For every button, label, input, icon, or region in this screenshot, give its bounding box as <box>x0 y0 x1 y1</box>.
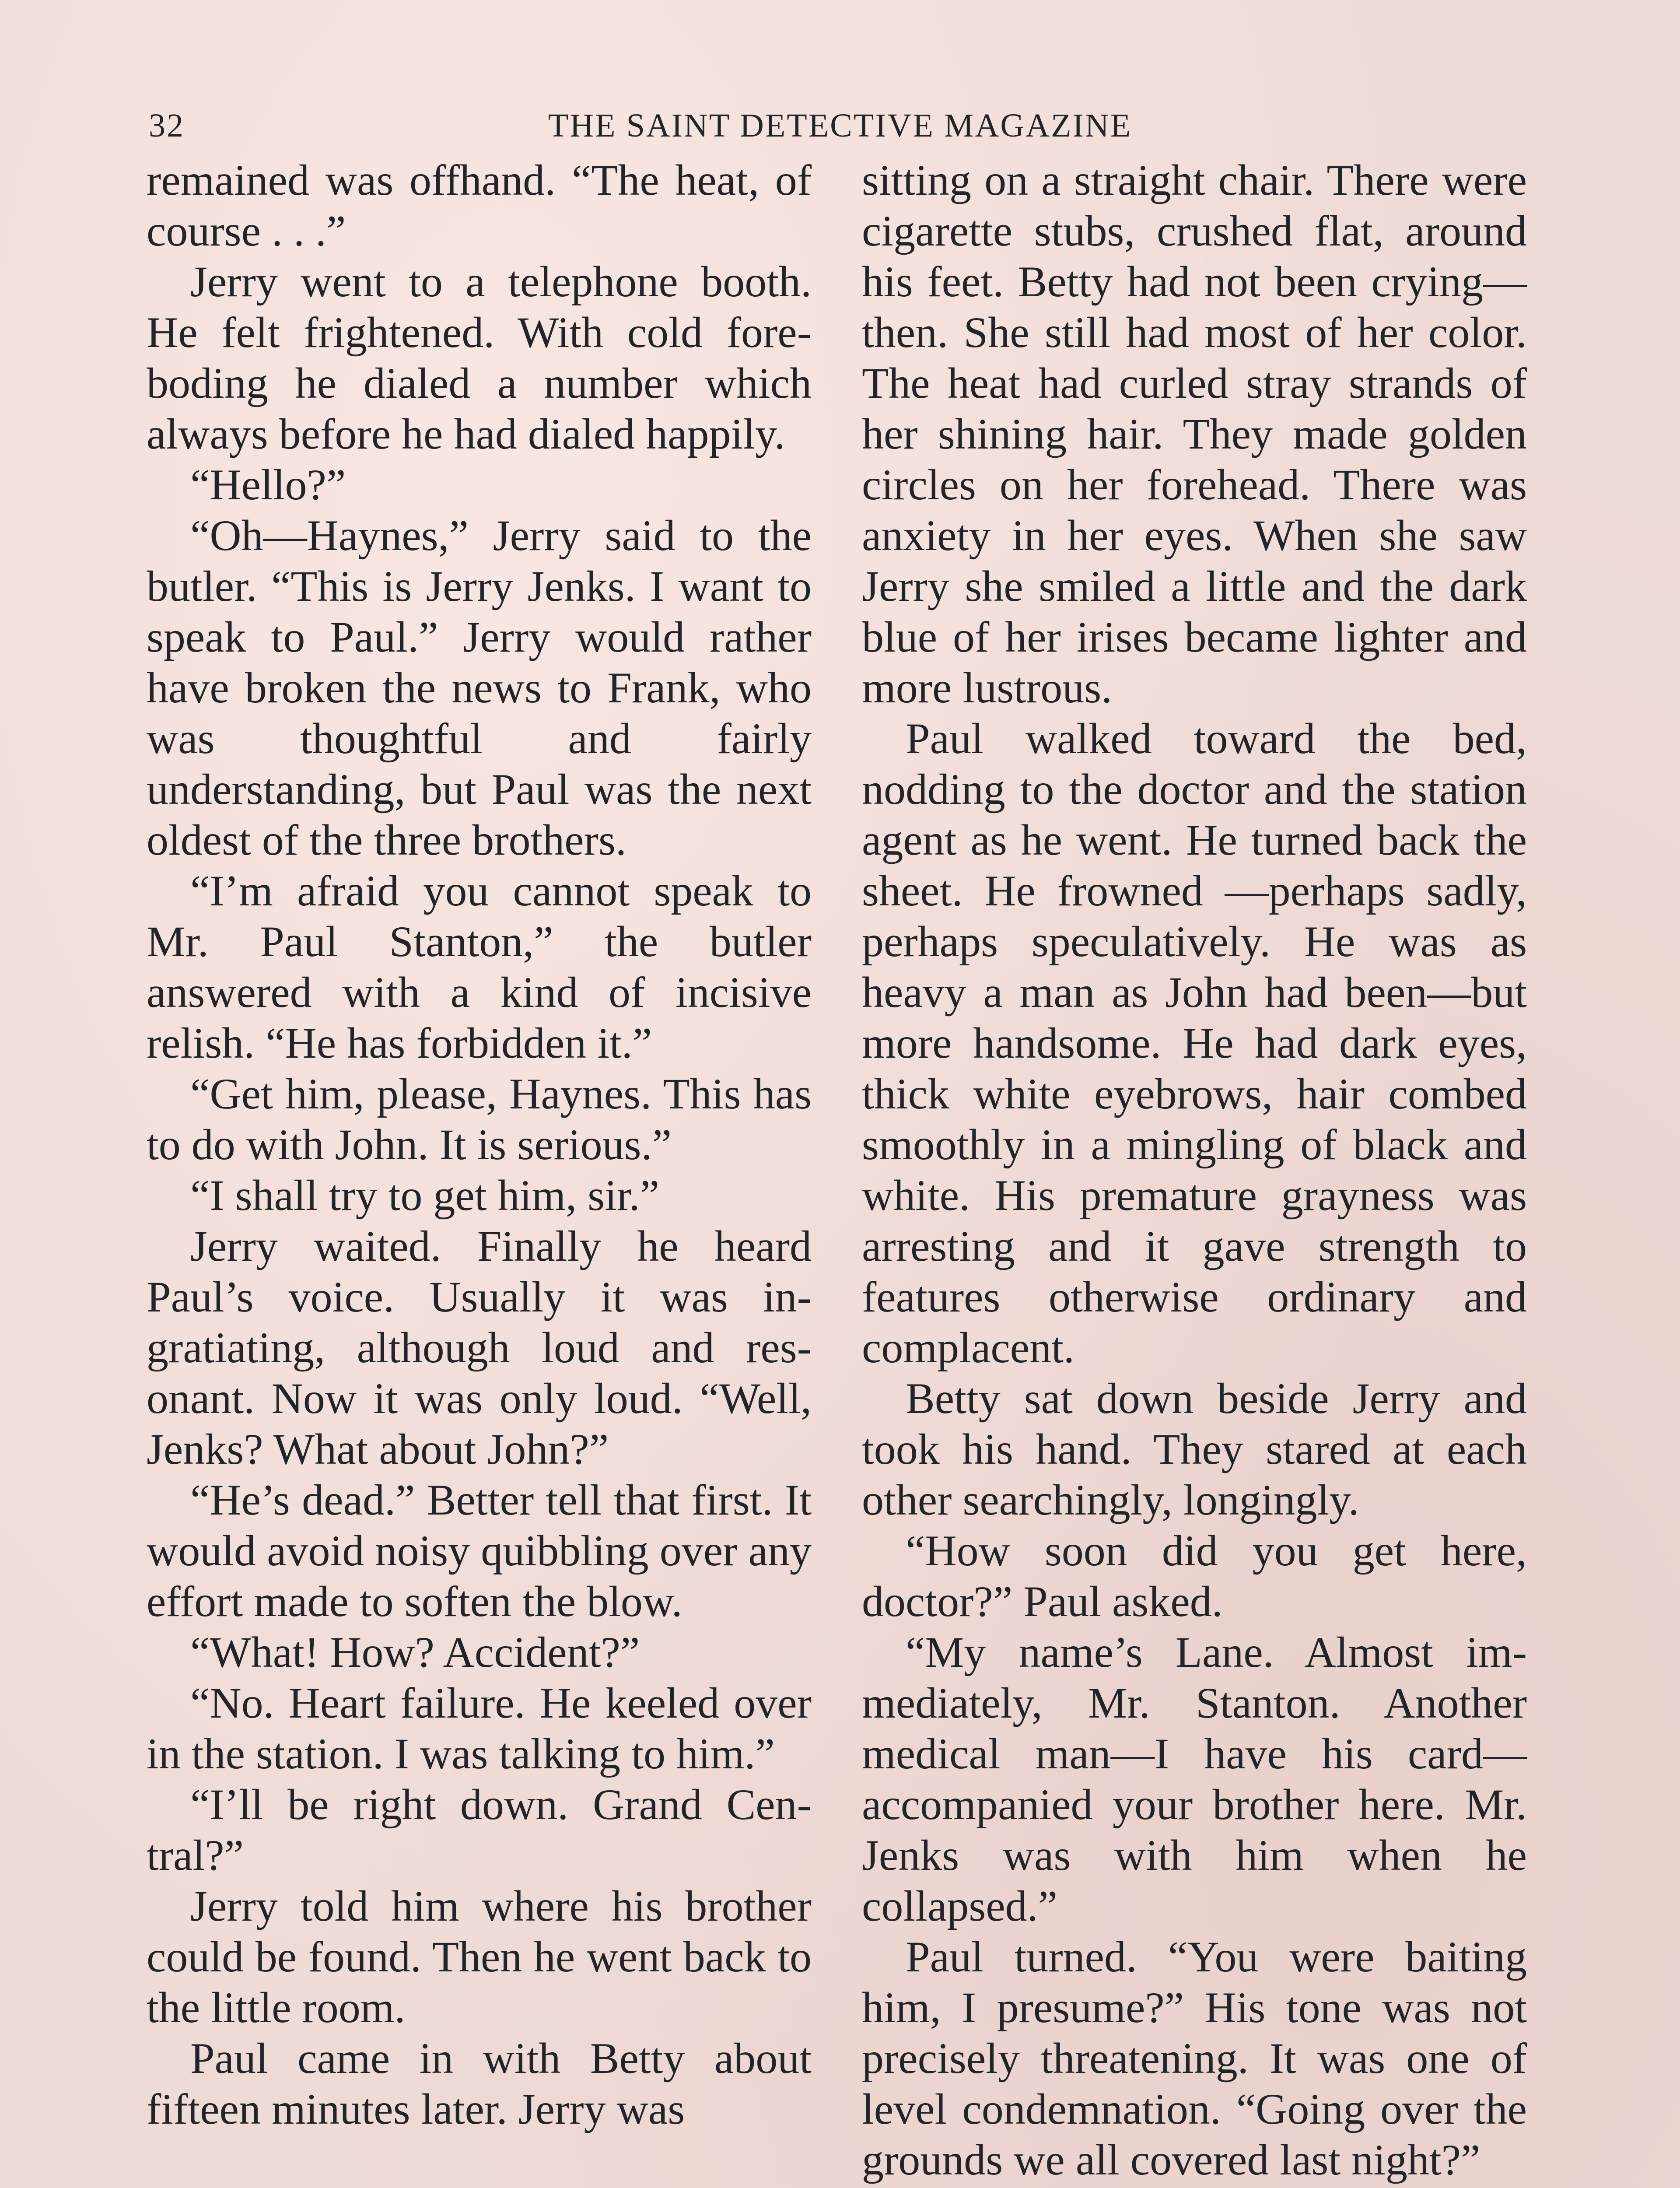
paragraph: “I’ll be right down. Grand Central?” <box>147 1780 812 1879</box>
paragraph: “Hello?” <box>190 460 346 509</box>
paragraph: “My name’s Lane. Almost immediately, Mr. Stanton. Another medical man—I have his card—accompanied your brother here. Mr. Jenks was with him when he collapsed.” <box>862 1628 1527 1930</box>
paragraph: Paul came in with Betty about fifteen minutes later. Jerry was <box>147 2034 812 2133</box>
left-column <box>147 155 812 2135</box>
paragraph: sitting on a straight chair. There were cigarette stubs, crushed flat, around his feet. Betty had not been crying—then. She still had most of her color. The heat had curled stray strands of her shining hair. They made golden circles on her forehead. There was anxiety in her eyes. When she saw Jerry she smiled a little and the dark blue of her irises became lighter and more lustrous. <box>862 156 1527 712</box>
paragraph: “How soon did you get here, doctor?” Paul asked. <box>862 1526 1527 1626</box>
running-header <box>149 102 1531 150</box>
paragraph: Jerry told him where his brother could be found. Then he went back to the little room. <box>147 1882 812 2032</box>
paragraph: “I’m afraid you cannot speak to Mr. Paul Stanton,” the butler answered with a kind of incisive relish. “He has forbidden it.” <box>147 866 812 1067</box>
paragraph: “Get him, please, Haynes. This has to do with John. It is serious.” <box>147 1069 812 1169</box>
paragraph: “What! How? Accident?” <box>190 1628 640 1676</box>
paragraph: Paul walked toward the bed, nodding to the doctor and the station agent as he went. He turned back the sheet. He frowned —perhaps sadly, perhaps speculatively. He was as heavy a man as John had been—but more handsome. He had dark eyes, thick white eyebrows, hair combed smoothly in a mingling of black and white. His premature grayness was arresting and it gave strength to features otherwise ordinary and complacent. <box>862 714 1527 1372</box>
right-column <box>862 155 1527 2185</box>
paragraph: “He’s dead.” Better tell that first. It would avoid noisy quibbling over any effort made to soften the blow. <box>147 1476 812 1626</box>
paragraph: remained was offhand. “The heat, of course . . .” <box>147 156 812 255</box>
paragraph: Jerry went to a telephone booth. He felt frightened. With cold foreboding he dialed a number which always before he had dialed happily. <box>147 257 812 458</box>
paragraph: “Oh—Haynes,” Jerry said to the butler. “This is Jerry Jenks. I want to speak to Paul.” Jerry would rather have broken the news to Frank, who was thoughtful and fairly understanding, but Paul was the next oldest of the three brothers. <box>147 511 812 864</box>
page-number: 32 <box>149 107 185 144</box>
paragraph: Jerry waited. Finally he heard Paul’s voice. Usually it was ingratiating, although loud and resonant. Now it was only loud. “Well, Jenks? What about John?” <box>147 1222 812 1473</box>
paragraph: “I shall try to get him, sir.” <box>190 1171 660 1220</box>
paragraph: Betty sat down beside Jerry and took his hand. They stared at each other searchingly, longingly. <box>862 1374 1527 1524</box>
paragraph: “No. Heart failure. He keeled over in the station. I was talking to him.” <box>147 1679 812 1778</box>
magazine-title: THE SAINT DETECTIVE MAGAZINE <box>548 107 1132 144</box>
paragraph: Paul turned. “You were baiting him, I presume?” His tone was not precisely threatening. It was one of level condemnation. “Going over the grounds we all covered last night?” <box>862 1932 1527 2184</box>
